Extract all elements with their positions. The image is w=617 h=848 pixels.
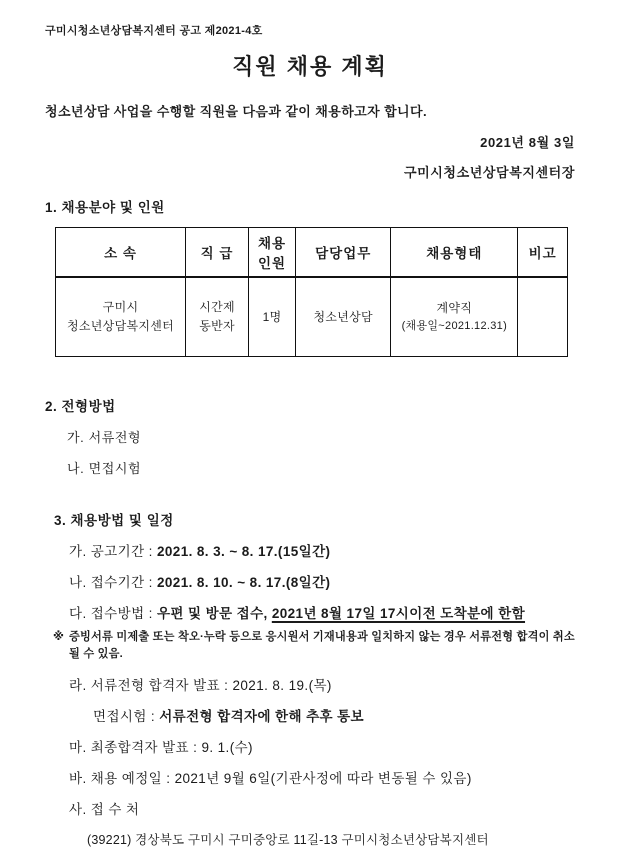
- issue-date: 2021년 8월 3일: [480, 135, 575, 150]
- issuer-name: 구미시청소년상담복지센터장: [403, 165, 575, 180]
- section-3-heading: 3. 채용방법 및 일정: [54, 513, 174, 528]
- section-2-item-na: 나. 면접시험: [67, 461, 142, 476]
- col-header-duty: 담당업무: [296, 228, 391, 278]
- col-header-affiliation: 소 속: [56, 228, 186, 278]
- section-2-heading: 2. 전형방법: [45, 399, 116, 414]
- section-2-item-ga: 가. 서류전형: [67, 430, 142, 445]
- col-header-position: 직 급: [186, 228, 249, 278]
- recruitment-table: [55, 227, 568, 357]
- section-3-item-interview-notice: 면접시험 : 서류전형 합격자에 한해 추후 통보: [93, 708, 364, 724]
- section-3-item-final-announcement: 마. 최종합격자 발표 : 9. 1.(수): [69, 739, 253, 755]
- section-3-item-submission-place: 사. 접 수 처: [69, 801, 140, 817]
- section-1-heading: 1. 채용분야 및 인원: [45, 200, 165, 215]
- cell-headcount: 1명: [249, 277, 296, 357]
- section-3-item-application-period: 나. 접수기간 : 2021. 8. 10. ~ 8. 17.(8일간): [69, 575, 331, 590]
- col-header-headcount: 채용 인원: [249, 228, 296, 278]
- cell-position: 시간제 동반자: [186, 277, 249, 357]
- col-header-note: 비고: [518, 228, 568, 278]
- col-header-type: 채용형태: [391, 228, 518, 278]
- section-3-item-document-pass-announcement: 라. 서류전형 합격자 발표 : 2021. 8. 19.(목): [69, 677, 332, 693]
- cell-type: 계약직 (채용일~2021.12.31): [391, 277, 518, 357]
- cell-note: [518, 277, 568, 357]
- table-header-row: [56, 228, 568, 278]
- document-title: 직원 채용 계획: [232, 54, 388, 79]
- notice-number: 구미시청소년상담복지센터 공고 제2021-4호: [45, 25, 263, 37]
- section-3-item-application-method: 다. 접수방법 : 우편 및 방문 접수, 2021년 8월 17일 17시이전 도착분에 한함: [69, 606, 526, 621]
- section-3-item-hire-date: 바. 채용 예정일 : 2021년 9월 6일(기관사정에 따라 변동될 수 있음): [69, 770, 472, 786]
- intro-text: 청소년상담 사업을 수행할 직원을 다음과 같이 채용하고자 합니다.: [45, 104, 427, 119]
- cell-duty: 청소년상담: [296, 277, 391, 357]
- disqualification-note: ※ 증빙서류 미제출 또는 착오·누락 등으로 응시원서 기재내용과 일치하지 않는 경우 서류전형 합격이 취소될 수 있음.: [45, 629, 575, 663]
- submission-address: (39221) 경상북도 구미시 구미중앙로 11길-13 구미시청소년상담복지센터: [87, 832, 489, 847]
- section-3-item-announcement-period: 가. 공고기간 : 2021. 8. 3. ~ 8. 17.(15일간): [69, 544, 331, 559]
- cell-affiliation: 구미시 청소년상담복지센터: [56, 277, 186, 357]
- table-row: [56, 277, 568, 357]
- reference-mark-icon: ※: [53, 631, 65, 643]
